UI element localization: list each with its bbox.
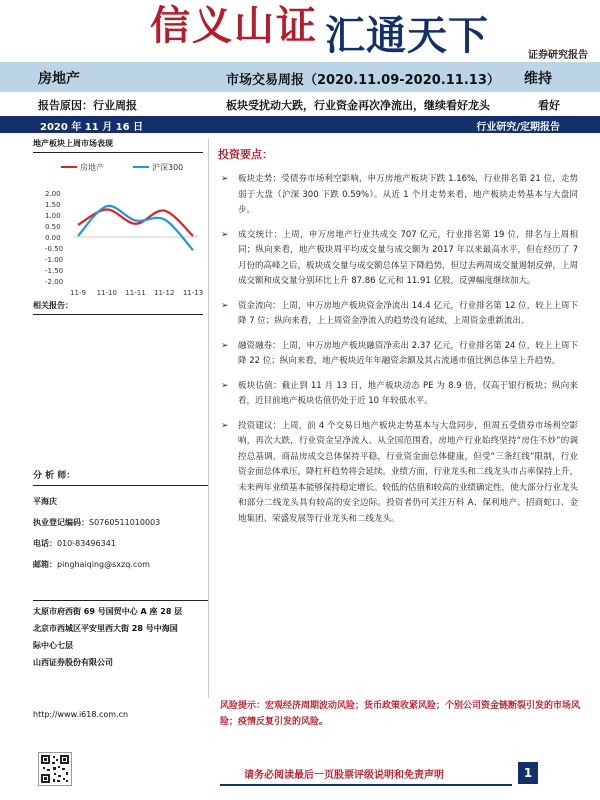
point-item [218, 339, 578, 370]
analyst-info [33, 468, 208, 570]
y-tick-label: -2.00 [45, 278, 64, 286]
x-tick-label: 11-9 [70, 289, 86, 297]
series-line [78, 209, 193, 235]
report-reason: 报告原因：行业周报 [38, 99, 137, 112]
chart-section [33, 138, 203, 303]
legend-label: 沪深300 [152, 163, 184, 172]
phone-label: 电话： [33, 539, 57, 548]
point-text: 成交统计：上周，申万房地产行业共成交 707 亿元，行业排名第 19 位，排名与上周相同；纵向来看，地产板块周平均成交量与成交额为 2017 年以来最高水平，但在经历了 7 月份的高峰之后，板块成交量与成交额总体呈下降趋势，但过去两周成交量遏制反弹，上周成交额和成交量分别环比上升 87.86 亿元和 11.91 亿股，反弹幅度继续加大。 [238, 229, 579, 286]
analyst-name: 平海庆 [33, 497, 57, 506]
analyst-phone [33, 538, 208, 549]
email-value[interactable]: pinghaiqing@sxzq.com [57, 560, 150, 569]
arrow-bullet-icon: ➢ [221, 420, 229, 431]
analyst-license [33, 517, 208, 528]
point-text: 融资融券：上周，申万房地产板块融资净卖出 2.37 亿元，行业排名第 24 位，较上上周下降 22 位；纵向来看，地产板块近年年融资余额及其占流通市值比例总体呈上升趋势。 [238, 340, 578, 366]
arrow-bullet-icon: ➢ [221, 380, 229, 391]
date-bar [0, 116, 600, 133]
address-line-3: 际中心七层 [33, 641, 73, 650]
x-tick-label: 11-10 [96, 289, 117, 297]
address-line-1: 太原市府西街 69 号国贸中心 A 座 28 层 [33, 607, 183, 616]
y-tick-label: 1.50 [45, 201, 61, 209]
page-number: 1 [518, 762, 538, 784]
phone-value: 010-83496341 [57, 539, 116, 548]
y-tick-label: -0.50 [45, 245, 64, 253]
banner [0, 0, 600, 62]
column-divider [208, 138, 209, 698]
disclaimer-notice: 请务必阅读最后一页股票评级说明和免责声明 [244, 770, 444, 781]
x-tick-label: 11-12 [154, 289, 175, 297]
y-tick-label: -1.00 [45, 256, 64, 264]
point-item [218, 419, 578, 528]
y-tick-label: -1.50 [45, 267, 64, 275]
rating-value: 看好 [538, 99, 560, 112]
company-website[interactable]: http://www.i618.com.cn [33, 710, 129, 719]
license-value: S0760511010003 [89, 518, 161, 527]
header-bar [0, 62, 600, 92]
report-category: 行业研究/定期报告 [476, 122, 560, 133]
sector-name: 房地产 [38, 71, 80, 87]
performance-chart [33, 153, 203, 303]
page-footer [0, 752, 600, 800]
footer-divider [220, 784, 512, 786]
analyst-title: 分 析 师： [33, 468, 208, 486]
y-tick-label: 0.00 [45, 234, 61, 242]
investment-points [218, 146, 578, 536]
point-item [218, 172, 578, 219]
risk-label: 风险提示： [220, 701, 266, 711]
report-headline: 板块受扰动大跌，行业资金再次净流出，继续看好龙头 [226, 99, 490, 112]
points-title: 投资要点： [218, 148, 273, 161]
company-contact [33, 600, 208, 671]
risk-text: 宏观经济周期波动风险；货币政策收紧风险；个别公司资金链断裂引发的市场风险；疫情反复引发的风险。 [220, 701, 581, 727]
risk-warning [220, 698, 590, 730]
slogan-part1: 信义山证 [150, 2, 318, 49]
point-item [218, 299, 578, 330]
address-line-2: 北京市西城区平安里西大街 28 号中海国 [33, 624, 178, 633]
report-title: 市场交易周报（2020.11.09-2020.11.13） [226, 73, 500, 88]
legend-label: 房地产 [80, 163, 104, 172]
report-date: 2020 年 11 月 16 日 [40, 122, 144, 133]
rating-label: 维持 [524, 71, 552, 87]
analyst-email [33, 559, 208, 570]
point-text: 板块估值：截止到 11 月 13 日，地产板块动态 PE 为 8.9 倍，仅高于银行板块；纵向来看，近目前地产板块估值仍处于近 10 年较低水平。 [238, 380, 578, 406]
x-tick-label: 11-13 [182, 289, 203, 297]
x-tick-label: 11-11 [125, 289, 146, 297]
point-text: 投资建议：上周，前 4 个交易日地产板块走势基本与大盘同步，但周五受债券市场利空影响，再次大跌，行业资金呈净流入。从全国范围看，房地产行业始终坚持“房住不炒”的调控总基调，商品房成交总体保持平稳，行业资金面总体健康，但受“三条红线”限制，行业资金面总体承压，降杠杆趋势将会延续。业绩方面，行业龙头和二线龙头市占率保持上升，未来两年业绩基本能够保持稳定增长。较低的估值和较高的业绩确定性，使大部分行业龙头和部分二线龙头具有较高的安全边际。投资者仍可关注万科 A、保利地产、招商蛇口、金地集团、荣盛发展等行业龙头和二线龙头。 [238, 420, 579, 524]
y-tick-label: 2.00 [45, 190, 61, 198]
y-tick-label: 1.00 [45, 212, 61, 220]
point-item [218, 379, 578, 410]
point-item [218, 228, 578, 290]
arrow-bullet-icon: ➢ [221, 300, 229, 311]
point-text: 板块走势：受债券市场利空影响，申万房地产板块下跌 1.16%，行业排名第 21 位，走势弱于大盘（沪深 300 下跌 0.59%）。从近 1 个月走势来看，地产板块走势基本与大盘同步。 [238, 174, 578, 215]
arrow-bullet-icon: ➢ [221, 174, 229, 184]
slogan-part2: 汇通天下 [325, 12, 489, 59]
related-reports [33, 300, 203, 315]
point-text: 资金流向：上周，申万房地产板块资金净流出 14.4 亿元，行业排名第 12 位，较上上周下降 7 位；纵向来看，上上周资金净流入的趋势没有延续，上周资金重新流出。 [238, 300, 578, 326]
performance-chart-svg [33, 153, 203, 303]
arrow-bullet-icon: ➢ [221, 340, 229, 351]
y-tick-label: 0.50 [45, 223, 61, 231]
related-reports-label: 相关报告： [33, 300, 203, 315]
company-name: 山西证券股份有限公司 [33, 658, 113, 667]
qr-code-icon [38, 752, 72, 786]
email-label: 邮箱： [33, 560, 57, 569]
report-type-label: 证券研究报告 [528, 50, 588, 61]
chart-section-label: 地产板块上周市场表现 [33, 138, 203, 153]
arrow-bullet-icon: ➢ [221, 229, 229, 240]
license-label: 执业登记编码： [33, 518, 89, 527]
